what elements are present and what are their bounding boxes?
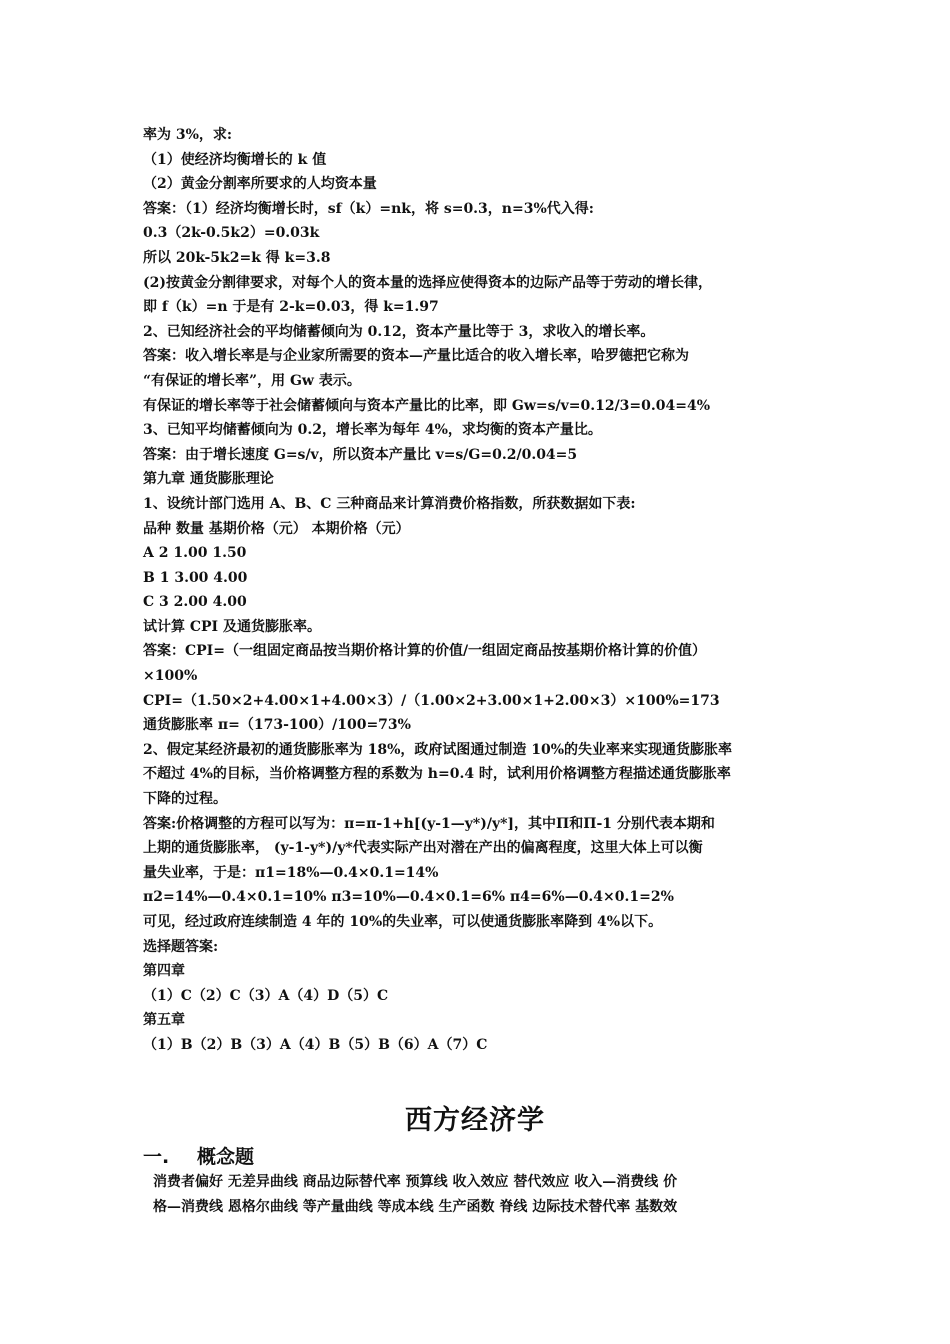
page-title: 西方经济学 xyxy=(405,1105,545,1136)
text-line: 答案：收入增长率是与企业家所需要的资本—产量比适合的收入增长率，哈罗德把它称为 xyxy=(143,348,689,365)
concept-line: 消费者偏好 无差异曲线 商品边际替代率 预算线 收入效应 替代效应 收入—消费线 价 xyxy=(153,1174,678,1190)
text-line: 第五章 xyxy=(143,1012,185,1029)
text-line: 答案：（1）经济均衡增长时，sf（k）=nk，将 s=0.3，n=3%代入得: xyxy=(143,200,594,217)
text-line: （1）使经济均衡增长的 k 值 xyxy=(143,151,327,168)
body-text xyxy=(143,123,823,1058)
text-line: （2）黄金分割率所要求的人均资本量 xyxy=(143,176,377,193)
text-line: CPI=（1.50×2+4.00×1+4.00×3）/（1.00×2+3.00×1+2.00×3）×100%=173 xyxy=(143,692,720,709)
text-line: （1）C（2）C（3）A（4）D（5）C xyxy=(143,987,389,1004)
concept-list xyxy=(153,1170,818,1219)
text-line: 3、已知平均储蓄倾向为 0.2，增长率为每年 4%，求均衡的资本产量比。 xyxy=(143,422,602,439)
text-line: 即 f（k）=n 于是有 2-k=0.03，得 k=1.97 xyxy=(143,299,439,316)
text-line: 不超过 4%的目标，当价格调整方程的系数为 h=0.4 时，试利用价格调整方程描述通货膨胀率 xyxy=(143,766,731,783)
text-line: 通货膨胀率 π=（173-100）/100=73% xyxy=(143,717,411,734)
text-line: 第九章 通货膨胀理论 xyxy=(143,471,274,488)
text-line: A 2 1.00 1.50 xyxy=(143,545,247,562)
text-line: (2)按黄金分割律要求，对每个人的资本量的选择应使得资本的边际产品等于劳动的增长律， xyxy=(143,274,712,291)
section-number: 一. xyxy=(143,1146,170,1168)
text-line: “有保证的增长率”，用 Gw 表示。 xyxy=(143,372,361,389)
text-line: π2=14%—0.4×0.1=10% π3=10%—0.4×0.1=6% π4=6%—0.4×0.1=2% xyxy=(143,889,674,906)
text-line: 答案:价格调整的方程可以写为：π=π-1+h[(y-1—y*)/y*]，其中Π和Π-1 分别代表本期和 xyxy=(143,815,715,832)
text-line: 有保证的增长率等于社会储蓄倾向与资本产量比的比率，即 Gw=s/v=0.12/3=0.04=4% xyxy=(143,397,711,414)
text-line: C 3 2.00 4.00 xyxy=(143,594,247,611)
text-line: 0.3（2k-0.5k2）=0.03k xyxy=(143,225,320,242)
text-line: 1、设统计部门选用 A、B、C 三种商品来计算消费价格指数，所获数据如下表: xyxy=(143,495,636,512)
text-line: ×100% xyxy=(143,668,198,685)
text-line: 下降的过程。 xyxy=(143,791,227,808)
text-line: 2、假定某经济最初的通货膨胀率为 18%，政府试图通过制造 10%的失业率来实现通货膨胀率 xyxy=(143,741,733,758)
concept-line: 格—消费线 恩格尔曲线 等产量曲线 等成本线 生产函数 脊线 边际技术替代率 基数效 xyxy=(153,1198,678,1215)
text-line: 量失业率，于是：π1=18%—0.4×0.1=14% xyxy=(143,864,439,881)
text-line: 答案：CPI=（一组固定商品按当期价格计算的价值/一组固定商品按基期价格计算的价值） xyxy=(143,643,707,660)
text-line: 率为 3%，求: xyxy=(143,127,233,143)
text-line: 第四章 xyxy=(143,963,185,980)
text-line: 所以 20k-5k2=k 得 k=3.8 xyxy=(143,249,331,266)
text-line: 答案：由于增长速度 G=s/v，所以资本产量比 v=s/G=0.2/0.04=5 xyxy=(143,446,578,463)
text-line: 试计算 CPI 及通货膨胀率。 xyxy=(143,618,321,635)
text-line: 品种 数量 基期价格（元） 本期价格（元） xyxy=(143,520,410,537)
text-line: 可见，经过政府连续制造 4 年的 10%的失业率，可以使通货膨胀率降到 4%以下。 xyxy=(143,914,663,930)
section-title: 概念题 xyxy=(197,1146,255,1168)
text-line: 2、已知经济社会的平均储蓄倾向为 0.12，资本产量比等于 3，求收入的增长率。 xyxy=(143,323,655,340)
text-line: （1）B（2）B（3）A（4）B（5）B（6）A（7）C xyxy=(143,1036,488,1053)
section-heading xyxy=(143,1142,254,1169)
text-line: B 1 3.00 4.00 xyxy=(143,569,248,586)
text-line: 上期的通货膨胀率， (y-1-y*)/y*代表实际产出对潜在产出的偏离程度，这里大体上可以衡 xyxy=(143,840,703,857)
text-line: 选择题答案: xyxy=(143,938,219,955)
